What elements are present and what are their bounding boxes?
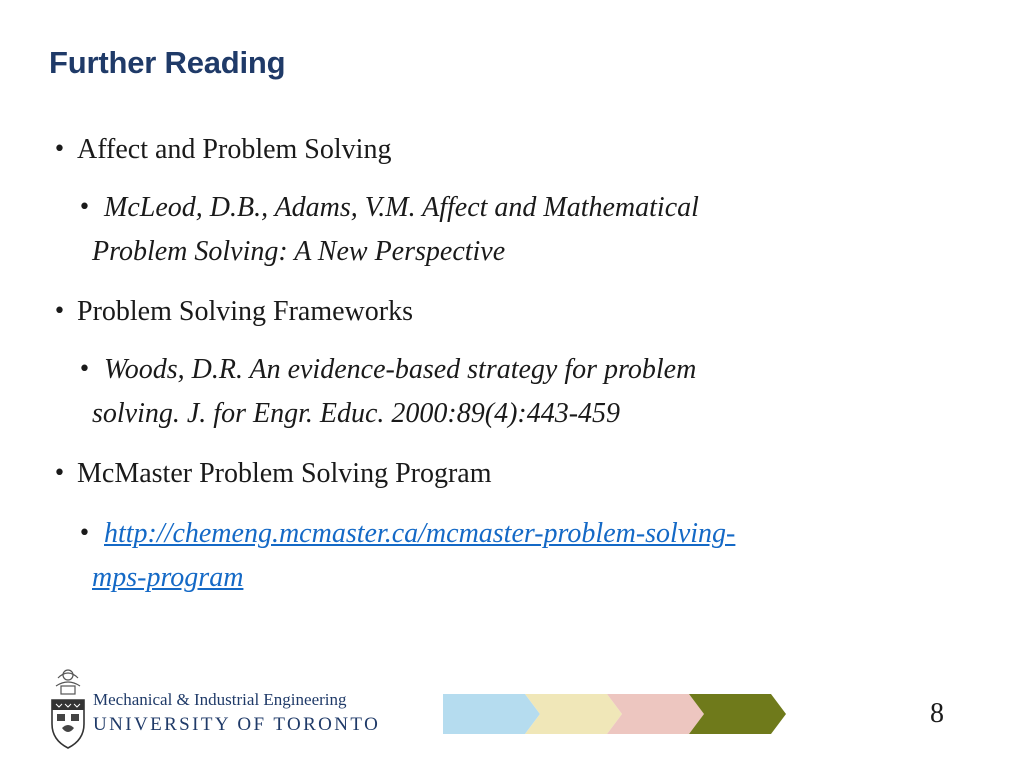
list-subitem-mcleod: [78, 186, 958, 274]
bullet: •: [53, 461, 66, 486]
list-item-affect: [53, 128, 391, 172]
bullet: •: [53, 137, 66, 162]
arrow-1: [443, 694, 540, 734]
bullet: •: [78, 195, 91, 220]
reference-line-2: solving. J. for Engr. Educ. 2000:89(4):443-459: [92, 398, 621, 429]
university-name: UNIVERSITY OF TORONTO: [93, 714, 381, 735]
department-name: Mechanical & Industrial Engineering: [93, 690, 347, 709]
list-item-label: McMaster Problem Solving Program: [77, 458, 492, 489]
bullet: •: [78, 521, 91, 546]
list-item-label: Problem Solving Frameworks: [77, 296, 413, 327]
list-item-label: Affect and Problem Solving: [77, 134, 392, 165]
reference-line-2: Problem Solving: A New Perspective: [92, 236, 506, 267]
bullet: •: [78, 357, 91, 382]
list-item-frameworks: [53, 290, 413, 334]
reference-line-1: McLeod, D.B., Adams, V.M. Affect and Mathematical: [104, 192, 699, 223]
crest-icon: [48, 666, 88, 750]
mcmaster-link-line-2[interactable]: mps-program: [92, 562, 244, 593]
mcmaster-link-line-1[interactable]: http://chemeng.mcmaster.ca/mcmaster-problem-solving-: [104, 518, 736, 549]
page-number: 8: [930, 698, 944, 729]
list-item-mcmaster: [53, 452, 492, 496]
bullet: •: [53, 299, 66, 324]
list-subitem-link: [78, 512, 978, 600]
reference-line-1: Woods, D.R. An evidence-based strategy for problem: [104, 354, 697, 385]
slide-title: Further Reading: [49, 45, 286, 80]
progress-arrows: [443, 694, 788, 734]
university-logo: [48, 666, 418, 750]
list-subitem-woods: [78, 348, 958, 436]
